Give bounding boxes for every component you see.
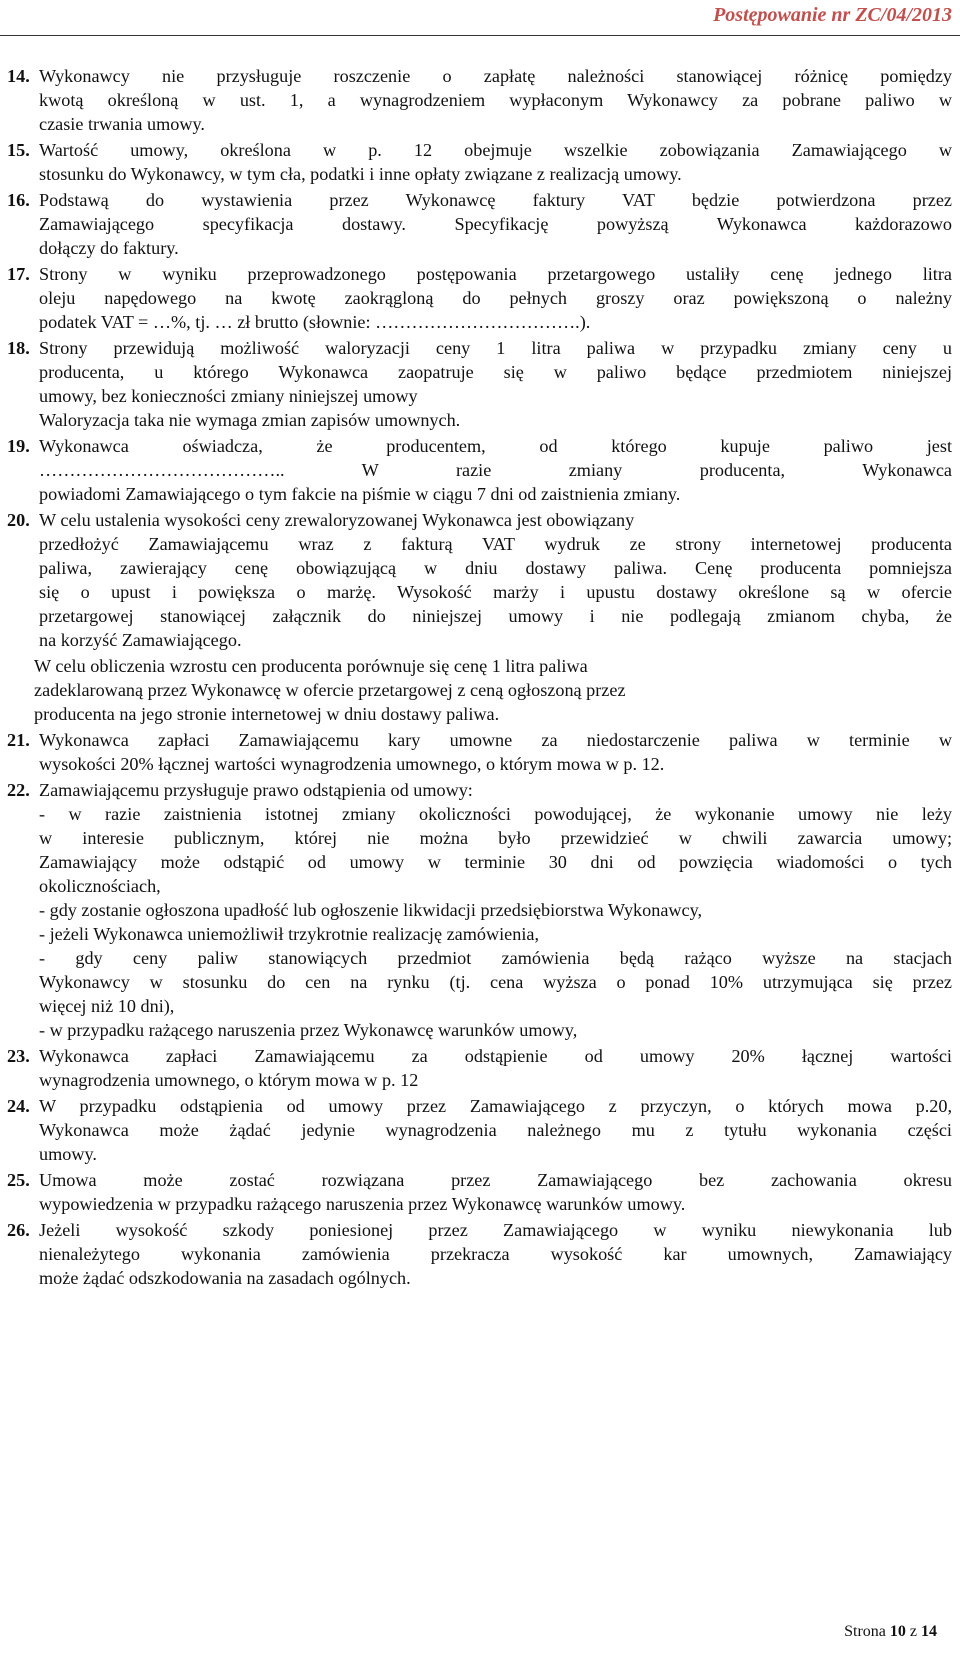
clause-line: Wykonawca zapłaci Zamawiającemu za odstąpienie od umowy 20% łącznej wartości <box>39 1046 952 1066</box>
clause-line: Strony w wyniku przeprowadzonego postępowania przetargowego ustaliły cenę jednego litra <box>39 264 952 284</box>
clause-line: - gdy zostanie ogłoszona upadłość lub ogłoszenie likwidacji przedsiębiorstwa Wykonawcy, <box>39 900 703 920</box>
footer-total-pages: 14 <box>921 1623 937 1640</box>
clause-paragraph <box>7 508 952 652</box>
clause-line: Wykonawcy nie przysługuje roszczenie o zapłatę należności stanowiącej różnicę pomiędzy <box>39 66 952 86</box>
clause-line: zadeklarowaną przez Wykonawcę w ofercie przetargowej z ceną ogłoszoną przez <box>34 680 626 700</box>
clause-paragraph <box>7 64 952 136</box>
clause-line: umowy, bez konieczności zmiany niniejszej umowy <box>39 386 418 406</box>
clause-number: 15. <box>7 140 30 160</box>
clause-number: 14. <box>7 66 30 86</box>
clause-paragraph <box>7 1044 952 1092</box>
clause-number: 19. <box>7 436 30 456</box>
footer-page-number: 10 <box>889 1623 906 1640</box>
clause-line: Wykonawcy w stosunku do cen na rynku (tj. cena wyższa o ponad 10% utrzymująca się przez <box>39 972 952 992</box>
clause-line: W celu obliczenia wzrostu cen producenta porównuje się cenę 1 litra paliwa <box>34 656 588 676</box>
clause-line: ………………………………….. W razie zmiany producenta, Wykonawca <box>39 460 952 480</box>
clause-line: się o upust i powiększa o marżę. Wysokość marży i upustu dostawy określone są w ofercie <box>39 582 952 602</box>
clause-line: Wartość umowy, określona w p. 12 obejmuje wszelkie zobowiązania Zamawiającego w <box>39 140 952 160</box>
clause-line: umowy. <box>39 1144 97 1164</box>
clause-line: Podstawą do wystawienia przez Wykonawcę faktury VAT będzie potwierdzona przez <box>39 190 952 210</box>
clause-paragraph <box>7 728 952 776</box>
clause-line: przetargowej stanowiącej załącznik do niniejszej umowy i nie podlegają zmianom chyba, że <box>39 606 952 626</box>
clause-line: - w przypadku rażącego naruszenia przez Wykonawcę warunków umowy, <box>39 1020 578 1040</box>
clause-number: 23. <box>7 1046 30 1066</box>
clause-line: Zamawiającemu przysługuje prawo odstąpienia od umowy: <box>39 780 473 800</box>
clause-line: - jeżeli Wykonawca uniemożliwił trzykrotnie realizację zamówienia, <box>39 924 540 944</box>
clause-line: - gdy ceny paliw stanowiących przedmiot zamówienia będą rażąco wyższe na stacjach <box>39 948 952 968</box>
clause-line: W przypadku odstąpienia od umowy przez Zamawiającego z przyczyn, o których mowa p.20, <box>39 1096 952 1116</box>
document-body <box>7 64 952 1290</box>
clause-line: wysokości 20% łącznej wartości wynagrodzenia umownego, o którym mowa w p. 12. <box>39 754 665 774</box>
clause-paragraph <box>7 188 952 260</box>
clause-line: Jeżeli wysokość szkody poniesionej przez Zamawiającego w wyniku niewykonania lub <box>39 1220 952 1240</box>
clause-line: Waloryzacja taka nie wymaga zmian zapisów umownych. <box>39 410 461 430</box>
clause-number: 22. <box>7 780 30 800</box>
clause-line: Umowa może zostać rozwiązana przez Zamawiającego bez zachowania okresu <box>39 1170 952 1190</box>
clause-line: Wykonawca zapłaci Zamawiającemu kary umowne za niedostarczenie paliwa w terminie w <box>39 730 952 750</box>
clause-line: producenta na jego stronie internetowej w dniu dostawy paliwa. <box>34 704 500 724</box>
clause-line: wypowiedzenia w przypadku rażącego naruszenia przez Wykonawcę warunków umowy. <box>39 1194 686 1214</box>
clause-paragraph <box>7 262 952 334</box>
clause-line: wynagrodzenia umownego, o którym mowa w p. 12 <box>39 1070 419 1090</box>
clause-number: 18. <box>7 338 30 358</box>
page-header-title: Postępowanie nr ZC/04/2013 <box>713 4 952 26</box>
clause-number: 20. <box>7 510 30 530</box>
clause-line: więcej niż 10 dni), <box>39 996 175 1016</box>
clause-line: kwotą określoną w ust. 1, a wynagrodzeniem wypłaconym Wykonawcy za pobrane paliwo w <box>39 90 952 110</box>
clause-paragraph <box>7 138 952 186</box>
clause-line: na korzyść Zamawiającego. <box>39 630 242 650</box>
clause-paragraph <box>7 1094 952 1166</box>
clause-line: okolicznościach, <box>39 876 161 896</box>
clause-paragraph <box>7 336 952 432</box>
clause-line: Wykonawca oświadcza, że producentem, od którego kupuje paliwo jest <box>39 436 952 456</box>
clause-number: 25. <box>7 1170 30 1190</box>
clause-paragraph <box>7 778 952 1042</box>
header-divider <box>0 35 960 36</box>
clause-line: - w razie zaistnienia istotnej zmiany okoliczności powodującej, że wykonanie umowy nie leży <box>39 804 952 824</box>
clause-paragraph <box>7 1218 952 1290</box>
clause-number: 21. <box>7 730 30 750</box>
clause-line: dołączy do faktury. <box>39 238 179 258</box>
clause-line: powiadomi Zamawiającego o tym fakcie na piśmie w ciągu 7 dni od zaistnienia zmiany. <box>39 484 681 504</box>
clause-paragraph <box>7 434 952 506</box>
clause-line: W celu ustalenia wysokości ceny zrewaloryzowanej Wykonawca jest obowiązany <box>39 510 635 530</box>
footer-separator: z <box>909 1623 917 1640</box>
clause-line: może żądać odszkodowania na zasadach ogólnych. <box>39 1268 411 1288</box>
clause-number: 17. <box>7 264 30 284</box>
clause-line: Strony przewidują możliwość waloryzacji ceny 1 litra paliwa w przypadku zmiany ceny u <box>39 338 952 358</box>
clause-line: przedłożyć Zamawiającemu wraz z fakturą VAT wydruk ze strony internetowej producenta <box>39 534 952 554</box>
clause-line: w interesie publicznym, której nie można było przewidzieć w chwili zawarcia umowy; <box>39 828 952 848</box>
page-footer <box>844 1623 937 1641</box>
clause-number: 24. <box>7 1096 30 1116</box>
clause-line: oleju napędowego na kwotę zaokrągloną do pełnych groszy oraz powiększoną o należny <box>39 288 952 308</box>
clause-paragraph <box>7 1168 952 1216</box>
clause-line: podatek VAT = …%, tj. … zł brutto (słownie: …………………………….). <box>39 312 591 332</box>
clause-line: czasie trwania umowy. <box>39 114 205 134</box>
clause-line: producenta, u którego Wykonawca zaopatruje się w paliwo będące przedmiotem niniejszej <box>39 362 952 382</box>
clause-number: 26. <box>7 1220 30 1240</box>
clause-line: stosunku do Wykonawcy, w tym cła, podatki i inne opłaty związane z realizacją umowy. <box>39 164 682 184</box>
clause-line: Zamawiający może odstąpić od umowy w terminie 30 dni od powzięcia wiadomości o tych <box>39 852 952 872</box>
clause-line: Wykonawca może żądać jedynie wynagrodzenia należnego mu z tytułu wykonania części <box>39 1120 952 1140</box>
clause-line: Zamawiającego specyfikacja dostawy. Specyfikację powyższą Wykonawca każdorazowo <box>39 214 952 234</box>
clause-line: nienależytego wykonania zamówienia przekracza wysokość kar umownych, Zamawiający <box>39 1244 952 1264</box>
clause-line: paliwa, zawierający cenę obowiązującą w dniu dostawy paliwa. Cenę producenta pomniejsza <box>39 558 952 578</box>
footer-prefix: Strona <box>844 1623 886 1640</box>
clause-paragraph <box>7 654 952 726</box>
clause-number: 16. <box>7 190 30 210</box>
